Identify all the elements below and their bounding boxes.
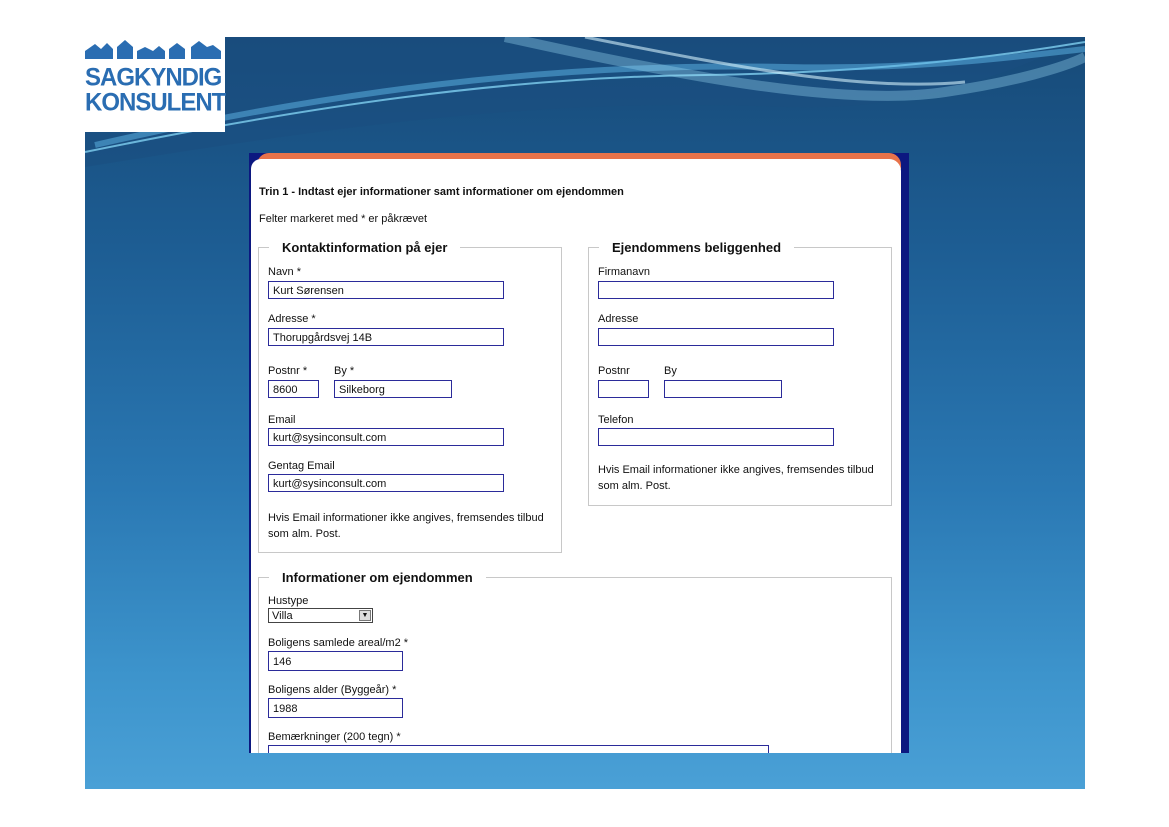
city-label: By * <box>334 365 355 377</box>
location-address-input[interactable] <box>598 328 834 346</box>
company-input[interactable] <box>598 281 834 299</box>
location-city-input[interactable] <box>664 380 782 398</box>
name-input[interactable]: Kurt Sørensen <box>268 281 504 299</box>
logo-line2: KONSULENT <box>85 88 226 117</box>
remarks-label: Bemærkninger (200 tegn) * <box>268 731 401 743</box>
phone-label: Telefon <box>598 414 634 426</box>
form-frame <box>249 153 909 753</box>
location-postnr-label: Postnr <box>598 365 630 377</box>
location-email-note: Hvis Email informationer ikke angives, fremsendes tilbud som alm. Post. <box>598 464 874 492</box>
age-input[interactable]: 1988 <box>268 698 403 718</box>
area-input[interactable]: 146 <box>268 651 403 671</box>
email-input[interactable]: kurt@sysinconsult.com <box>268 428 504 446</box>
owner-email-note: Hvis Email informationer ikke angives, fremsendes tilbud som alm. Post. <box>268 512 544 540</box>
postnr-input[interactable]: 8600 <box>268 380 319 398</box>
age-label: Boligens alder (Byggeår) * <box>268 684 397 696</box>
owner-fieldset <box>258 240 562 553</box>
location-address-label: Adresse <box>598 313 639 325</box>
owner-legend: Kontaktinformation på ejer <box>269 240 460 255</box>
page-title: Trin 1 - Indtast ejer informationer samt informationer om ejendommen <box>259 186 624 198</box>
area-label: Boligens samlede areal/m2 * <box>268 637 409 649</box>
chevron-down-icon[interactable]: ▼ <box>359 610 371 621</box>
name-label: Navn * <box>268 266 302 278</box>
phone-input[interactable] <box>598 428 834 446</box>
form-panel <box>251 159 901 753</box>
remarks-textarea[interactable] <box>268 745 769 753</box>
logo-line1: SAGKYNDIG <box>85 63 222 92</box>
email-repeat-label: Gentag Email <box>268 460 335 472</box>
company-label: Firmanavn <box>598 266 650 278</box>
location-postnr-input[interactable] <box>598 380 649 398</box>
house-type-value: Villa <box>272 610 293 622</box>
address-input[interactable]: Thorupgårdsvej 14B <box>268 328 504 346</box>
postnr-label: Postnr * <box>268 365 308 377</box>
location-legend: Ejendommens beliggenhed <box>599 240 794 255</box>
property-info-fieldset <box>258 570 892 753</box>
house-type-label: Hustype <box>268 595 309 607</box>
email-label: Email <box>268 414 296 426</box>
city-input[interactable]: Silkeborg <box>334 380 452 398</box>
email-repeat-input[interactable]: kurt@sysinconsult.com <box>268 474 504 492</box>
address-label: Adresse * <box>268 313 316 325</box>
location-fieldset <box>588 240 892 506</box>
location-city-label: By <box>664 365 677 377</box>
property-info-legend: Informationer om ejendommen <box>269 570 486 585</box>
logo <box>85 37 225 132</box>
house-type-select[interactable] <box>268 608 373 623</box>
required-note: Felter markeret med * er påkrævet <box>259 213 428 225</box>
